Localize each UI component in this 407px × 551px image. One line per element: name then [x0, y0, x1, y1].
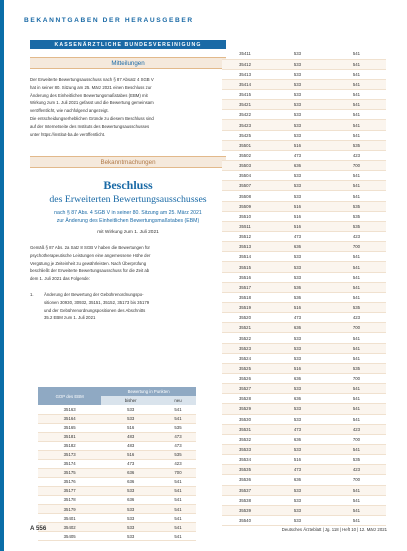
table-row — [38, 523, 196, 532]
gop-cell: 35529 — [222, 404, 268, 414]
col-bisher-header: bisher — [101, 396, 160, 405]
bisher-cell: 636 — [268, 374, 327, 384]
intro-line: hat in seiner 80. Sitzung am 25. März 2021 einen Beschluss zur — [30, 84, 152, 90]
table-row — [222, 59, 386, 69]
bisher-cell: 636 — [268, 242, 327, 252]
neu-cell: 541 — [327, 191, 386, 201]
gop-cell: 35522 — [222, 333, 268, 343]
gop-cell: 35412 — [222, 59, 268, 69]
gop-cell: 35538 — [222, 495, 268, 505]
gop-cell: 35402 — [38, 523, 101, 532]
bisher-cell: 533 — [268, 444, 327, 454]
gop-cell: 35519 — [222, 303, 268, 313]
neu-cell: 473 — [160, 432, 196, 441]
gop-cell: 35530 — [222, 414, 268, 424]
neu-cell: 700 — [327, 374, 386, 384]
table-row — [222, 161, 386, 171]
bisher-cell: 473 — [268, 424, 327, 434]
table-row — [222, 191, 386, 201]
points-table-left — [38, 387, 196, 541]
table-row — [222, 211, 386, 221]
table-row — [222, 49, 386, 59]
gop-cell: 35175 — [38, 468, 101, 477]
table-row — [38, 432, 196, 441]
gop-cell: 35509 — [222, 201, 268, 211]
table-row — [222, 140, 386, 150]
table-row — [38, 450, 196, 459]
gop-cell: 35540 — [222, 515, 268, 525]
bisher-cell: 636 — [268, 161, 327, 171]
gop-cell: 35528 — [222, 394, 268, 404]
neu-cell: 541 — [327, 515, 386, 525]
bisher-cell: 516 — [101, 423, 160, 432]
intro-line: Wirkung zum 1. Juli 2021 gefasst und die Bewertung gemeinsam — [30, 100, 154, 106]
table-row — [222, 414, 386, 424]
neu-cell: 535 — [327, 363, 386, 373]
table-row — [38, 423, 196, 432]
neu-cell: 535 — [327, 140, 386, 150]
bisher-cell: 473 — [268, 313, 327, 323]
bisher-cell: 533 — [268, 110, 327, 120]
bisher-cell: 483 — [101, 441, 160, 450]
neu-cell: 541 — [327, 485, 386, 495]
gop-cell: 35177 — [38, 486, 101, 495]
neu-cell: 541 — [327, 384, 386, 394]
left-column — [30, 40, 226, 322]
neu-cell: 541 — [327, 120, 386, 130]
neu-cell: 541 — [327, 343, 386, 353]
gop-cell: 35163 — [38, 405, 101, 414]
journal-citation: Deutsches Ärzteblatt | Jg. 118 | Heft 10 | 12. März 2021 — [281, 527, 387, 532]
gop-cell: 35512 — [222, 232, 268, 242]
gop-cell: 35411 — [222, 49, 268, 59]
neu-cell: 541 — [327, 282, 386, 292]
table-row — [222, 150, 386, 160]
table-row — [38, 505, 196, 514]
gop-cell: 35507 — [222, 181, 268, 191]
gop-cell: 35503 — [222, 161, 268, 171]
table-row — [38, 414, 196, 423]
neu-cell: 423 — [327, 465, 386, 475]
gop-cell: 35517 — [222, 282, 268, 292]
neu-cell: 541 — [327, 495, 386, 505]
gop-cell: 35501 — [222, 140, 268, 150]
table-row — [222, 100, 386, 110]
gop-cell: 35524 — [222, 353, 268, 363]
body-line: Gemäß § 87 Abs. 2a Satz 8 SGB V haben die Bewertungen für — [30, 245, 150, 251]
neu-cell: 541 — [160, 414, 196, 423]
gop-cell: 35518 — [222, 292, 268, 302]
list-item-line: Änderung der Bewertung der Gebührenordnungspo- — [44, 292, 144, 298]
bisher-cell: 636 — [268, 434, 327, 444]
points-table-right — [222, 49, 386, 526]
bisher-cell: 533 — [101, 414, 160, 423]
neu-cell: 541 — [327, 353, 386, 363]
bisher-cell: 533 — [268, 272, 327, 282]
table-row — [222, 515, 386, 525]
list-item-line: sitionen 30930, 30932, 35151, 35152, 35173 bis 35179 — [44, 299, 150, 305]
beschluss-title: Beschluss — [103, 178, 153, 193]
table-row — [222, 232, 386, 242]
gop-cell: 35510 — [222, 211, 268, 221]
bisher-cell: 636 — [268, 323, 327, 333]
gop-cell: 35181 — [38, 432, 101, 441]
table-row — [222, 252, 386, 262]
neu-cell: 541 — [327, 49, 386, 59]
bisher-cell: 533 — [268, 79, 327, 89]
gop-cell: 35527 — [222, 384, 268, 394]
gop-cell: 35533 — [222, 444, 268, 454]
intro-text — [30, 76, 226, 138]
bisher-cell: 533 — [101, 486, 160, 495]
bisher-cell: 533 — [268, 495, 327, 505]
points-table-right-body — [222, 49, 386, 526]
table-row — [222, 374, 386, 384]
body-line: psychotherapeutische Leistungen eine angemessene Höhe der — [30, 252, 151, 258]
bisher-cell: 473 — [101, 459, 160, 468]
neu-cell: 541 — [160, 532, 196, 541]
neu-cell: 700 — [327, 323, 386, 333]
bisher-cell: 533 — [268, 69, 327, 79]
neu-cell: 541 — [327, 394, 386, 404]
bisher-cell: 533 — [101, 405, 160, 414]
neu-cell: 541 — [327, 333, 386, 343]
neu-cell: 541 — [327, 505, 386, 515]
points-table-left-body — [38, 405, 196, 541]
bisher-cell: 533 — [268, 49, 327, 59]
neu-cell: 423 — [327, 232, 386, 242]
bisher-cell: 533 — [101, 532, 160, 541]
mitteilungen-heading: Mitteilungen — [30, 57, 226, 69]
bisher-cell: 533 — [101, 514, 160, 523]
bisher-cell: 533 — [268, 100, 327, 110]
bisher-cell: 636 — [101, 468, 160, 477]
neu-cell: 423 — [327, 424, 386, 434]
neu-cell: 541 — [160, 405, 196, 414]
gop-cell: 35504 — [222, 171, 268, 181]
neu-cell: 541 — [327, 90, 386, 100]
kbv-band: KASSENÄRZTLICHE BUNDESVEREINIGUNG — [30, 40, 226, 49]
bisher-cell: 533 — [268, 181, 327, 191]
table-row — [222, 110, 386, 120]
neu-cell: 423 — [327, 313, 386, 323]
bisher-cell: 536 — [268, 292, 327, 302]
table-row — [38, 441, 196, 450]
gop-cell: 35164 — [38, 414, 101, 423]
gop-cell: 35415 — [222, 90, 268, 100]
subtitle-line: zur Änderung des Einheitlichen Bewertungsmaßstabes (EBM) — [56, 217, 200, 224]
gop-cell: 35515 — [222, 262, 268, 272]
table-row — [222, 201, 386, 211]
neu-cell: 535 — [327, 201, 386, 211]
neu-cell: 541 — [327, 79, 386, 89]
gop-cell: 35523 — [222, 343, 268, 353]
bisher-cell: 533 — [268, 120, 327, 130]
body-line: beschließt der Erweiterte Bewertungsausschuss für die Zeit ab — [30, 268, 150, 274]
neu-cell: 700 — [327, 161, 386, 171]
gop-cell: 35520 — [222, 313, 268, 323]
gop-cell: 35421 — [222, 100, 268, 110]
intro-line: Der Erweiterte Bewertungsausschuss nach § 87 Absatz 4 SGB V — [30, 77, 154, 82]
bisher-cell: 533 — [101, 523, 160, 532]
gop-cell: 35521 — [222, 323, 268, 333]
intro-line: Änderung des Einheitlichen Bewertungsmaßstabes (EBM) mit — [30, 92, 148, 98]
effective-date: mit Wirkung zum 1. Juli 2021 — [97, 230, 159, 236]
table-row — [38, 468, 196, 477]
bisher-cell: 516 — [268, 201, 327, 211]
table-row — [38, 486, 196, 495]
gop-cell: 35516 — [222, 272, 268, 282]
intro-line: veröffentlicht, wie nachfolgend angezeigt. — [30, 108, 109, 114]
neu-cell: 535 — [327, 211, 386, 221]
bisher-cell: 533 — [268, 515, 327, 525]
neu-cell: 700 — [160, 468, 196, 477]
gop-cell: 35508 — [222, 191, 268, 201]
bisher-cell: 533 — [268, 171, 327, 181]
table-row — [38, 405, 196, 414]
bisher-cell: 516 — [101, 450, 160, 459]
bisher-cell: 516 — [268, 303, 327, 313]
gop-cell: 35532 — [222, 434, 268, 444]
bisher-cell: 533 — [268, 485, 327, 495]
neu-cell: 541 — [327, 130, 386, 140]
section-title: BEKANNTGABEN DER HERAUSGEBER — [24, 16, 194, 24]
bisher-cell: 636 — [268, 475, 327, 485]
bisher-cell: 533 — [268, 333, 327, 343]
table-row — [222, 394, 386, 404]
neu-cell: 541 — [327, 181, 386, 191]
gop-cell: 35511 — [222, 221, 268, 231]
neu-cell: 541 — [327, 404, 386, 414]
list-item — [30, 291, 226, 321]
bisher-cell: 533 — [268, 191, 327, 201]
col-neu-header: neu — [160, 396, 196, 405]
neu-cell: 541 — [327, 252, 386, 262]
table-row — [38, 532, 196, 541]
table-row — [222, 90, 386, 100]
bisher-cell: 473 — [268, 150, 327, 160]
gop-cell: 35178 — [38, 495, 101, 504]
bisher-cell: 516 — [268, 211, 327, 221]
table-row — [222, 465, 386, 475]
bisher-cell: 533 — [268, 505, 327, 515]
table-row — [38, 514, 196, 523]
gop-cell: 35165 — [38, 423, 101, 432]
gop-cell: 35514 — [222, 252, 268, 262]
gop-cell: 35174 — [38, 459, 101, 468]
table-row — [222, 171, 386, 181]
table-row — [222, 343, 386, 353]
neu-cell: 541 — [327, 414, 386, 424]
gop-cell: 35413 — [222, 69, 268, 79]
table-row — [222, 313, 386, 323]
col-bewertung-header: Bewertung in Punkten — [101, 387, 196, 396]
neu-cell: 535 — [327, 455, 386, 465]
table-row — [222, 221, 386, 231]
beschluss-subtitle: des Erweiterten Bewertungsausschusses — [49, 194, 207, 206]
neu-cell: 473 — [160, 441, 196, 450]
col-gop-header: GOP des EBM — [38, 387, 101, 405]
bisher-cell: 473 — [268, 465, 327, 475]
body-text — [30, 244, 226, 282]
gop-cell: 35534 — [222, 455, 268, 465]
gop-cell: 35502 — [222, 150, 268, 160]
bisher-cell: 516 — [268, 363, 327, 373]
gop-cell: 35425 — [222, 130, 268, 140]
bisher-cell: 533 — [268, 90, 327, 100]
bisher-cell: 533 — [268, 252, 327, 262]
bisher-cell: 533 — [268, 414, 327, 424]
table-row — [38, 459, 196, 468]
bisher-cell: 536 — [268, 282, 327, 292]
gop-cell: 35173 — [38, 450, 101, 459]
bisher-cell: 473 — [268, 232, 327, 242]
bisher-cell: 533 — [268, 59, 327, 69]
table-row — [222, 79, 386, 89]
bisher-cell: 533 — [268, 262, 327, 272]
gop-cell: 35422 — [222, 110, 268, 120]
list-item-number: 1. — [30, 292, 34, 298]
neu-cell: 541 — [327, 272, 386, 282]
table-row — [222, 120, 386, 130]
table-row — [222, 444, 386, 454]
table-row — [222, 353, 386, 363]
neu-cell: 535 — [160, 423, 196, 432]
neu-cell: 541 — [160, 495, 196, 504]
table-row — [222, 282, 386, 292]
intro-line: auf der Internetseite des Instituts des Bewertungsausschusses — [30, 123, 150, 129]
beschluss-subtitle-2 — [30, 210, 226, 225]
table-row — [222, 495, 386, 505]
neu-cell: 541 — [327, 59, 386, 69]
table-row — [222, 455, 386, 465]
neu-cell: 423 — [327, 150, 386, 160]
subtitle-line: nach § 87 Abs. 4 SGB V in seiner 80. Sitzung am 25. März 2021 — [54, 210, 202, 217]
bisher-cell: 636 — [268, 394, 327, 404]
table-row — [222, 272, 386, 282]
neu-cell: 700 — [327, 434, 386, 444]
table-row — [222, 485, 386, 495]
intro-line: Die entscheidungserheblichen Gründe zu diesem Beschluss sind — [30, 115, 154, 121]
neu-cell: 700 — [327, 475, 386, 485]
neu-cell: 541 — [160, 477, 196, 486]
page-number: A 556 — [30, 525, 47, 532]
bisher-cell: 516 — [268, 455, 327, 465]
table-row — [222, 384, 386, 394]
gop-cell: 35423 — [222, 120, 268, 130]
table-row — [222, 262, 386, 272]
table-row — [222, 323, 386, 333]
bisher-cell: 636 — [101, 477, 160, 486]
table-row — [222, 242, 386, 252]
gop-cell: 35513 — [222, 242, 268, 252]
table-row — [38, 477, 196, 486]
neu-cell: 541 — [160, 486, 196, 495]
neu-cell: 541 — [327, 100, 386, 110]
bisher-cell: 483 — [101, 432, 160, 441]
gop-cell: 35405 — [38, 532, 101, 541]
table-row — [222, 434, 386, 444]
bisher-cell: 533 — [268, 130, 327, 140]
bisher-cell: 516 — [268, 140, 327, 150]
gop-cell: 35536 — [222, 475, 268, 485]
gop-cell: 35401 — [38, 514, 101, 523]
table-row — [38, 495, 196, 504]
page-edge-bar — [0, 0, 4, 551]
table-row — [222, 181, 386, 191]
neu-cell: 541 — [160, 523, 196, 532]
neu-cell: 535 — [327, 221, 386, 231]
neu-cell: 535 — [327, 303, 386, 313]
gop-cell: 35179 — [38, 505, 101, 514]
neu-cell: 535 — [160, 450, 196, 459]
gop-cell: 35526 — [222, 374, 268, 384]
body-line: dem 1. Juli 2021 das Folgende: — [30, 275, 90, 281]
neu-cell: 541 — [160, 505, 196, 514]
table-row — [222, 303, 386, 313]
gop-cell: 35414 — [222, 79, 268, 89]
bisher-cell: 636 — [101, 495, 160, 504]
bekanntmachungen-heading: Bekanntmachungen — [30, 156, 226, 168]
body-line: Vergütung je Zeiteinheit zu gewährleisten. Nach Überprüfung — [30, 260, 147, 266]
gop-cell: 35531 — [222, 424, 268, 434]
neu-cell: 423 — [160, 459, 196, 468]
gop-cell: 35535 — [222, 465, 268, 475]
neu-cell: 700 — [327, 242, 386, 252]
gop-cell: 35176 — [38, 477, 101, 486]
table-row — [222, 424, 386, 434]
gop-cell: 35537 — [222, 485, 268, 495]
table-row — [222, 69, 386, 79]
intro-line: unter https://institut-ba.de veröffentlicht. — [30, 131, 106, 137]
neu-cell: 541 — [327, 69, 386, 79]
list-item-text — [44, 291, 226, 321]
table-row — [222, 333, 386, 343]
table-row — [222, 404, 386, 414]
table-row — [222, 363, 386, 373]
gop-cell: 35525 — [222, 363, 268, 373]
neu-cell: 541 — [327, 171, 386, 181]
bisher-cell: 533 — [268, 384, 327, 394]
neu-cell: 541 — [327, 292, 386, 302]
list-item-line: und der Gebührenordnungspositionen des Abschnitts — [44, 307, 146, 313]
table-row — [222, 475, 386, 485]
neu-cell: 541 — [160, 514, 196, 523]
neu-cell: 541 — [327, 262, 386, 272]
bisher-cell: 533 — [101, 505, 160, 514]
table-row — [222, 505, 386, 515]
list-item-line: 35.2 EBM zum 1. Juli 2021 — [44, 315, 96, 321]
gop-cell: 35182 — [38, 441, 101, 450]
bisher-cell: 533 — [268, 404, 327, 414]
bisher-cell: 516 — [268, 221, 327, 231]
table-row — [222, 292, 386, 302]
bisher-cell: 533 — [268, 353, 327, 363]
neu-cell: 541 — [327, 444, 386, 454]
table-row — [222, 130, 386, 140]
neu-cell: 541 — [327, 110, 386, 120]
bisher-cell: 533 — [268, 343, 327, 353]
section-header — [24, 8, 222, 32]
gop-cell: 35539 — [222, 505, 268, 515]
